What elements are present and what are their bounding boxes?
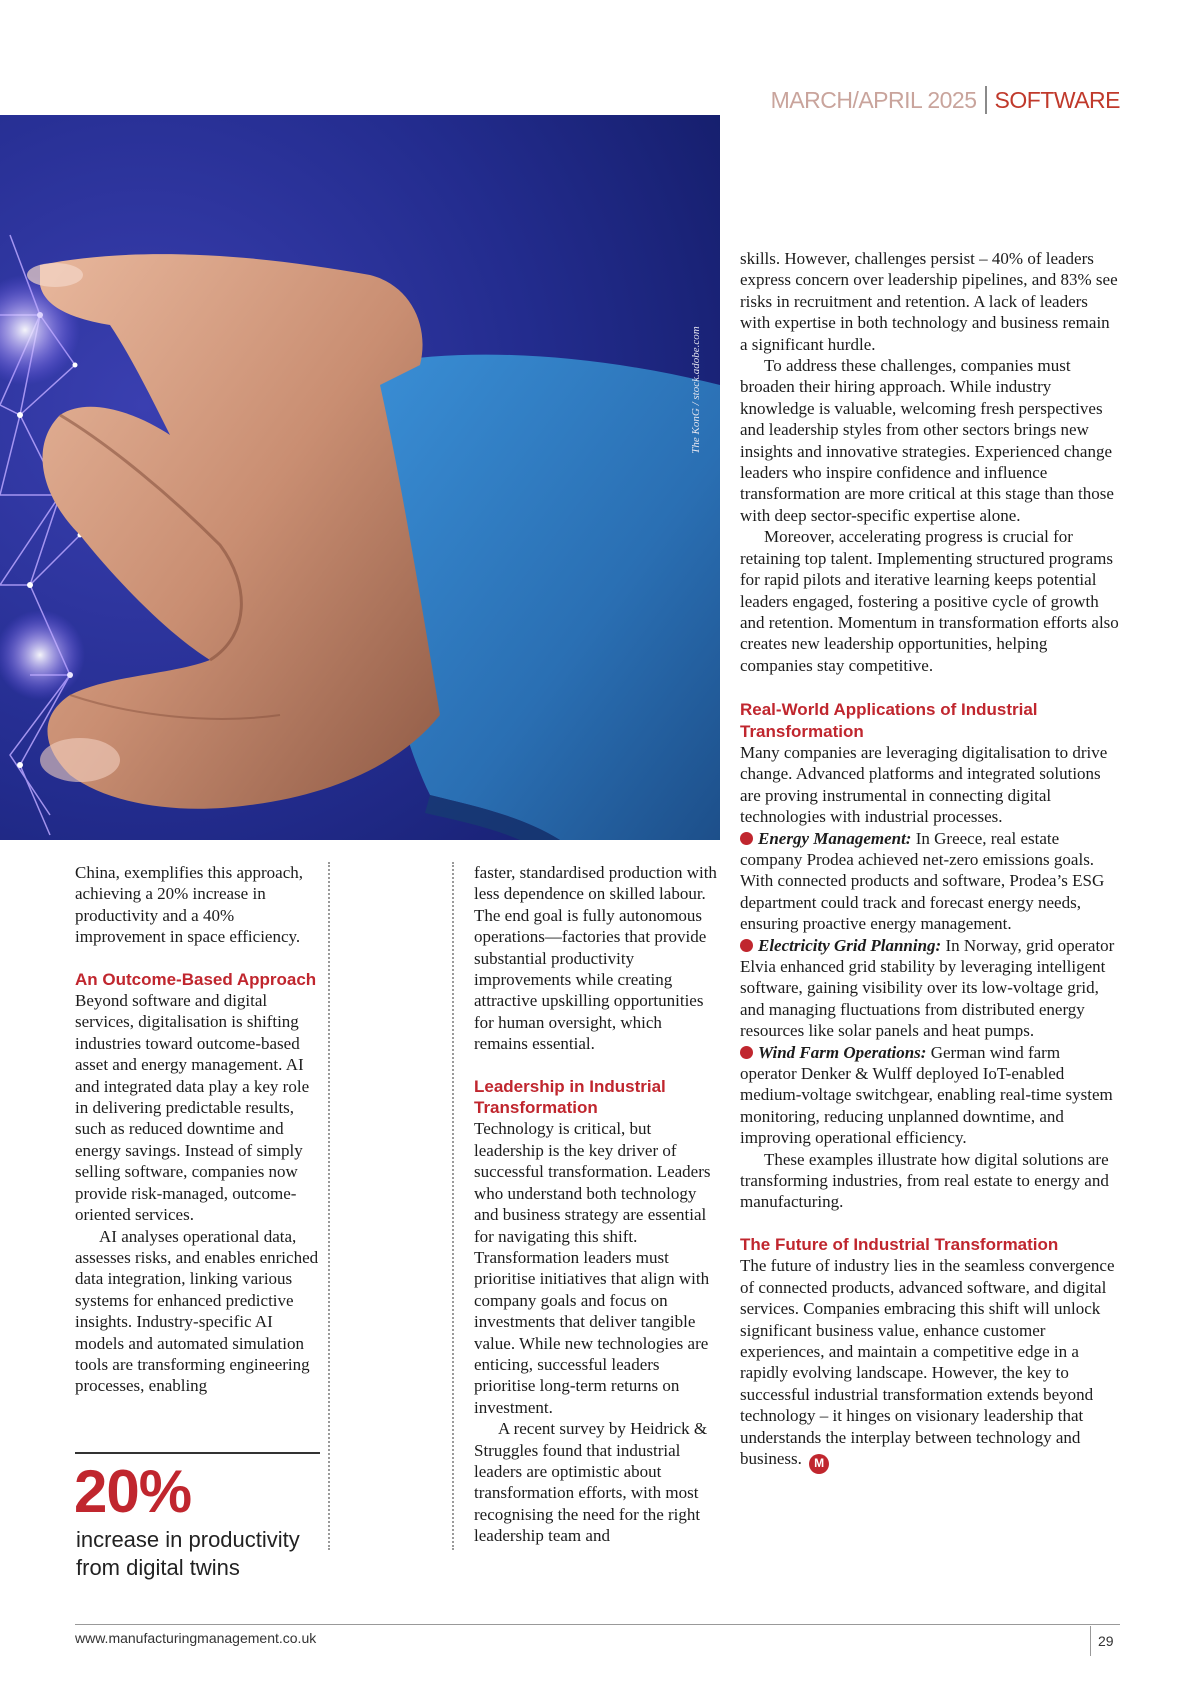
paragraph: Moreover, accelerating progress is crucial for retaining top talent. Implementing structured programs for rapid pilots and iterative learning keeps potential leaders engaged, fostering a positive cycle of growth and retention. Momentum in transformation efforts also creates new leadership opportunities, helping companies stay competitive. [740, 527, 1119, 675]
column-divider [328, 862, 330, 1550]
subheading-leadership: Leadership in Industrial Transformation [474, 1076, 666, 1118]
stat-divider [75, 1452, 320, 1454]
paragraph: AI analyses operational data, assesses risks, and enables enriched data integration, linking various systems for enhanced predictive insights. Industry-specific AI models and automated simulation tools are transforming engineering processes, enabling [75, 1226, 319, 1396]
bullet-title: Electricity Grid Planning: [758, 935, 942, 955]
page-number: 29 [1098, 1633, 1114, 1649]
bullet-text: German wind farm operator Denker & Wulff deployed IoT-enabled medium-voltage switchgear, enabling real-time system monitoring, reducing unplanned downtime, and improving operational efficiency. [740, 1042, 1113, 1148]
bullet-item [740, 935, 1120, 1042]
bullet-title: Energy Management: [758, 828, 912, 848]
paragraph: China, exemplifies this approach, achieving a 20% increase in productivity and a 40% improvement in space efficiency. [75, 863, 304, 947]
bullet-item [740, 1042, 1120, 1149]
footer-url: www.manufacturingmanagement.co.uk [75, 1630, 317, 1646]
page-header [771, 84, 1120, 116]
paragraph: skills. However, challenges persist – 40% of leaders express concern over leadership pipelines, and 83% see risks in recruitment and retention. A lack of leaders with expertise in both technology and business remain a significant hurdle. [740, 249, 1118, 354]
bullet-item [740, 828, 1120, 935]
stat-value: 20% [74, 1458, 192, 1525]
paragraph [740, 1255, 1120, 1473]
column-1 [75, 862, 320, 1397]
column-2 [474, 862, 719, 1547]
subheading-future: The Future of Industrial Transformation [740, 1234, 1059, 1254]
paragraph: Technology is critical, but leadership is the key driver of successful transformation. Leaders who understand both technology and business strategy are essential for navigating this shift. Transformation leaders must prioritise initiatives that align with company goals and focus on investments that deliver tangible value. While new technologies are enticing, successful leaders prioritise long-term returns on investment. [474, 1119, 711, 1417]
column-divider [452, 862, 454, 1550]
subheading-outcome-based: An Outcome-Based Approach [75, 969, 317, 989]
bullet-title: Wind Farm Operations: [758, 1042, 927, 1062]
bullet-dot-icon [740, 1046, 753, 1059]
paragraph: Many companies are leveraging digitalisation to drive change. Advanced platforms and integrated solutions are proving instrumental in connecting digital technologies with industrial processes. [740, 742, 1108, 827]
paragraph: faster, standardised production with less dependence on skilled labour. The end goal is fully autonomous operations—factories that provide substantial productivity improvements while creating attractive upskilling opportunities for human oversight, which remains essential. [474, 863, 717, 1054]
paragraph-text: The future of industry lies in the seamless convergence of connected products, advanced software, and digital services. Companies embracing this shift will unlock significant business value, enhance customer experiences, and maintain a competitive edge in a rapidly evolving landscape. However, the key to successful industrial transformation extends beyond technology – it hinges on visionary leadership that understands the interplay between technology and business. [740, 1256, 1115, 1468]
bullet-dot-icon [740, 832, 753, 845]
end-mark-icon: M [809, 1454, 829, 1474]
photo-credit: The KonG / stock.adobe.com [690, 326, 702, 454]
header-divider [985, 86, 987, 114]
footer-separator [1090, 1626, 1091, 1656]
hand-illustration [0, 115, 720, 840]
paragraph: A recent survey by Heidrick & Struggles found that industrial leaders are optimistic about transformation efforts, with most recognising the need for the right leadership team and [474, 1419, 708, 1546]
paragraph: To address these challenges, companies must broaden their hiring approach. While industry knowledge is valuable, welcoming fresh perspectives and leadership styles from other sectors brings new insights and innovative strategies. Experienced change leaders who inspire confidence and influence transformation are more critical at this stage than those with deep sector-specific expertise alone. [740, 356, 1114, 525]
paragraph: These examples illustrate how digital solutions are transforming industries, from real estate to energy and manufacturing. [740, 1149, 1109, 1212]
issue-date: MARCH/APRIL 2025 [770, 86, 977, 113]
footer-divider [75, 1624, 1120, 1625]
stat-caption: increase in productivity from digital twins [76, 1527, 300, 1580]
subheading-real-world: Real-World Applications of Industrial Transformation [740, 700, 1038, 741]
bullet-text: In Norway, grid operator Elvia enhanced grid stability by leveraging intelligent software, gaining visibility over its low-voltage grid, and managing fluctuations from distributed energy resources like solar panels and heat pumps. [740, 935, 1115, 1041]
bullet-text: In Greece, real estate company Prodea achieved net-zero emissions goals. With connected products and software, Prodea’s ESG department could track and forecast energy needs, ensuring proactive energy management. [740, 828, 1105, 934]
bullet-dot-icon [740, 939, 753, 952]
column-3 [740, 248, 1120, 1474]
section-name: SOFTWARE [994, 86, 1120, 113]
paragraph: Beyond software and digital services, digitalisation is shifting industries toward outcome-based asset and energy management. AI and integrated data play a key role in delivering predictable results, such as reduced downtime and energy savings. Instead of simply selling software, companies now provide risk-managed, outcome-oriented services. [75, 991, 310, 1225]
hero-photo [0, 115, 720, 840]
